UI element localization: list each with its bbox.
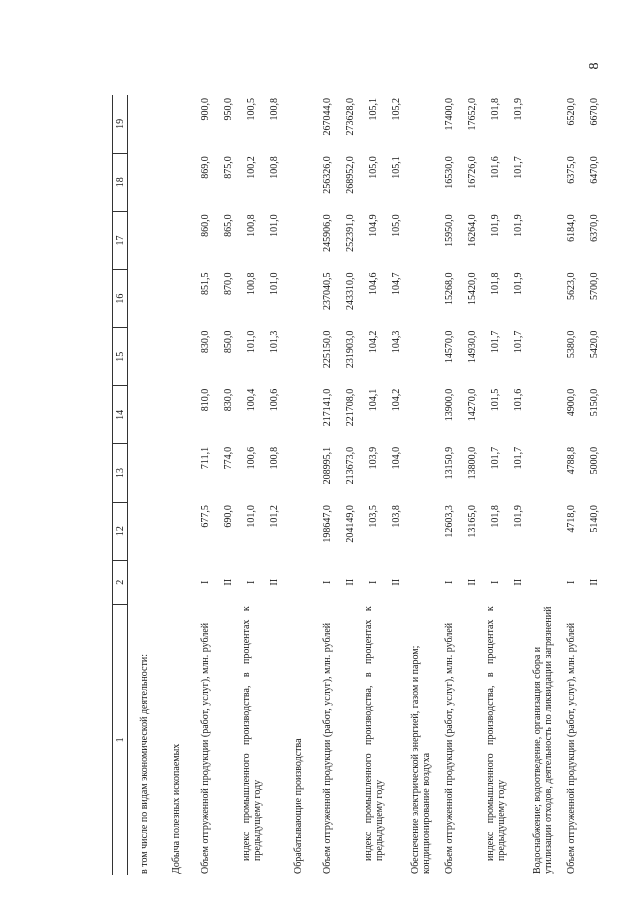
table-cell: 830,0	[200, 330, 211, 354]
table-cell: 100,2	[246, 156, 257, 179]
column-header: 15	[113, 328, 128, 386]
table-row	[192, 95, 220, 875]
table-cell: 16726,0	[467, 156, 478, 189]
table-row	[238, 95, 266, 875]
table-cell: 6375,0	[566, 156, 577, 184]
table-body	[128, 95, 604, 875]
table-cell	[128, 502, 162, 560]
table-cell: 5000,0	[589, 446, 600, 475]
row-label: Объем отгруженной продукции (работ, услуг), млн. рублей	[322, 622, 333, 874]
period-variant: II	[345, 578, 356, 586]
table-cell: 104,2	[391, 388, 402, 412]
table-header-row	[113, 95, 128, 875]
table-cell	[406, 328, 436, 386]
table-cell	[406, 95, 436, 153]
table-cell: 711,1	[200, 446, 211, 470]
table-cell	[406, 153, 436, 211]
table-cell	[128, 95, 162, 153]
table-cell	[162, 444, 192, 502]
table-cell: 105,0	[391, 214, 402, 237]
table-cell: 104,1	[368, 388, 379, 412]
table-cell: 221708,0	[345, 388, 356, 427]
table-cell: 15950,0	[444, 214, 455, 247]
table-cell: 217141,0	[322, 388, 333, 427]
table-cell: 14570,0	[444, 330, 455, 364]
table-cell: 100,6	[246, 446, 257, 470]
table-cell	[162, 153, 192, 211]
table-cell: 100,8	[269, 156, 280, 179]
table-cell: 101,8	[490, 505, 501, 528]
period-variant	[406, 560, 436, 604]
table-cell: 850,0	[223, 330, 234, 354]
table-cell: 101,0	[269, 214, 280, 237]
table-row	[342, 95, 360, 875]
row-label: Объем отгруженной продукции (работ, услуг), млн. рублей	[566, 622, 577, 874]
table-cell: 5150,0	[589, 388, 600, 417]
table-cell	[162, 386, 192, 444]
row-label: Обеспечение электрической энергией, газом и паром; кондиционирование воздуха	[409, 645, 432, 874]
table-row	[482, 95, 510, 875]
table-row	[266, 95, 284, 875]
table-cell: 101,7	[513, 446, 524, 470]
table-cell: 16264,0	[467, 214, 478, 247]
period-variant: I	[322, 580, 333, 584]
table-cell: 5420,0	[589, 330, 600, 359]
forecast-table	[112, 95, 604, 875]
table-cell	[284, 386, 314, 444]
table-cell: 101,0	[269, 272, 280, 295]
table-cell	[528, 211, 558, 269]
table-cell	[406, 502, 436, 560]
table-cell: 104,7	[391, 272, 402, 295]
table-row	[558, 95, 586, 875]
table-cell: 101,7	[513, 156, 524, 179]
table-cell	[128, 270, 162, 328]
column-header: 16	[113, 270, 128, 328]
table-cell: 900,0	[200, 98, 211, 121]
table-cell: 15268,0	[444, 272, 455, 305]
row-label: индекс промышленного производства, в процентах к предыдущему году	[362, 606, 385, 861]
table-cell	[128, 386, 162, 444]
period-variant	[284, 560, 314, 604]
table-cell: 101,9	[513, 272, 524, 295]
period-variant: I	[566, 580, 577, 584]
column-header: 1	[113, 604, 128, 875]
table-cell	[128, 153, 162, 211]
table-cell: 677,5	[200, 505, 211, 528]
column-header: 12	[113, 502, 128, 560]
row-label	[388, 604, 406, 875]
table-cell: 774,0	[223, 446, 234, 470]
table-row	[528, 95, 558, 875]
period-variant: II	[589, 578, 600, 586]
table-cell: 869,0	[200, 156, 211, 179]
table-cell	[284, 95, 314, 153]
table-row	[360, 95, 388, 875]
period-variant: II	[269, 578, 280, 586]
table-cell	[406, 211, 436, 269]
row-label: Добыча полезных ископаемых	[171, 743, 182, 874]
row-label: индекс промышленного производства, в процентах к предыдущему году	[484, 606, 507, 861]
row-label: индекс промышленного производства, в процентах к предыдущему году	[240, 606, 263, 861]
row-label	[220, 604, 238, 875]
table-cell: 6520,0	[566, 98, 577, 126]
table-cell: 101,8	[490, 98, 501, 121]
table-cell: 950,0	[223, 98, 234, 121]
row-label: Обрабатывающие производства	[293, 738, 304, 874]
table-cell: 208995,1	[322, 446, 333, 485]
table-cell: 105,2	[391, 98, 402, 121]
table-cell: 5700,0	[589, 272, 600, 300]
table-row	[388, 95, 406, 875]
table-row	[510, 95, 528, 875]
table-row	[464, 95, 482, 875]
table-cell: 105,1	[391, 156, 402, 179]
table-cell: 101,8	[490, 272, 501, 295]
period-variant	[162, 560, 192, 604]
table-cell: 104,0	[391, 446, 402, 470]
table-row	[220, 95, 238, 875]
table-cell: 14930,0	[467, 330, 478, 364]
period-variant: I	[368, 580, 379, 584]
table-cell	[528, 328, 558, 386]
table-cell: 101,9	[513, 214, 524, 237]
table-cell: 5140,0	[589, 505, 600, 533]
table-cell: 101,0	[246, 330, 257, 354]
table-cell: 100,8	[246, 272, 257, 295]
table-cell	[406, 270, 436, 328]
table-cell: 101,0	[246, 505, 257, 528]
table-cell: 243310,0	[345, 272, 356, 310]
table-cell: 101,6	[513, 388, 524, 412]
table-row	[284, 95, 314, 875]
table-cell: 6470,0	[589, 156, 600, 184]
table-cell: 6184,0	[566, 214, 577, 242]
table-cell: 6670,0	[589, 98, 600, 126]
period-variant: I	[490, 580, 501, 584]
row-label: в том числе по видам экономической деятельности:	[139, 654, 151, 874]
table-cell: 5623,0	[566, 272, 577, 300]
table-cell: 101,7	[490, 446, 501, 470]
table-cell: 198647,0	[322, 505, 333, 543]
table-cell	[128, 328, 162, 386]
table-row	[406, 95, 436, 875]
table-cell	[284, 328, 314, 386]
table-cell: 875,0	[223, 156, 234, 179]
table-cell	[528, 153, 558, 211]
table-cell: 103,9	[368, 446, 379, 470]
table-cell: 104,9	[368, 214, 379, 237]
table-cell: 101,7	[490, 330, 501, 354]
table-cell: 101,3	[269, 330, 280, 354]
table-cell: 14270,0	[467, 388, 478, 422]
table-cell: 204149,0	[345, 505, 356, 543]
table-cell: 4718,0	[566, 505, 577, 533]
table-cell: 100,4	[246, 388, 257, 412]
period-variant: I	[444, 580, 455, 584]
column-header: 2	[113, 560, 128, 604]
table-cell: 17400,0	[444, 98, 455, 131]
table-cell: 268952,0	[345, 156, 356, 194]
table-cell	[406, 444, 436, 502]
table-cell: 810,0	[200, 388, 211, 412]
table-row	[436, 95, 464, 875]
table-cell: 101,6	[490, 156, 501, 179]
table-cell: 213673,0	[345, 446, 356, 485]
table-row	[314, 95, 342, 875]
table-cell: 101,9	[513, 98, 524, 121]
table-cell: 13800,0	[467, 446, 478, 480]
table-cell	[406, 386, 436, 444]
table-cell	[528, 386, 558, 444]
table-cell: 103,5	[368, 505, 379, 528]
table-cell: 231903,0	[345, 330, 356, 369]
period-variant: II	[467, 578, 478, 586]
table-cell: 17652,0	[467, 98, 478, 131]
table-cell: 104,6	[368, 272, 379, 295]
table-cell: 870,0	[223, 272, 234, 295]
table-row	[162, 95, 192, 875]
row-label	[342, 604, 360, 875]
table-cell	[528, 270, 558, 328]
table-cell	[528, 444, 558, 502]
table-cell	[284, 270, 314, 328]
table-cell: 252391,0	[345, 214, 356, 252]
column-header: 19	[113, 95, 128, 153]
table-cell: 105,0	[368, 156, 379, 179]
row-label	[510, 604, 528, 875]
table-cell	[284, 502, 314, 560]
row-label: Объем отгруженной продукции (работ, услуг), млн. рублей	[200, 622, 211, 874]
table-cell: 830,0	[223, 388, 234, 412]
table-cell	[528, 502, 558, 560]
period-variant: I	[200, 580, 211, 584]
period-variant: II	[391, 578, 402, 586]
table-cell	[284, 211, 314, 269]
table-cell: 16530,0	[444, 156, 455, 189]
table-cell: 13900,0	[444, 388, 455, 422]
table-cell	[162, 95, 192, 153]
row-label	[464, 604, 482, 875]
column-header: 17	[113, 211, 128, 269]
table-cell: 237040,5	[322, 272, 333, 310]
table-cell: 100,6	[269, 388, 280, 412]
period-variant: I	[246, 580, 257, 584]
table-cell	[284, 444, 314, 502]
table-cell: 100,8	[269, 98, 280, 121]
table-cell: 101,5	[490, 388, 501, 412]
table-cell	[528, 95, 558, 153]
table-cell: 690,0	[223, 505, 234, 528]
table-cell	[128, 444, 162, 502]
table-cell: 851,5	[200, 272, 211, 295]
table-cell: 6370,0	[589, 214, 600, 242]
table-cell: 104,3	[391, 330, 402, 354]
table-cell: 4788,8	[566, 446, 577, 475]
table-cell: 104,2	[368, 330, 379, 354]
table-cell: 225150,0	[322, 330, 333, 369]
table-cell: 15420,0	[467, 272, 478, 305]
table-row	[128, 95, 162, 875]
row-label: Водоснабжение; водоотведение, организация сбора и утилизации отходов, деятельность по ликвидации загрязнений	[531, 606, 554, 874]
table-cell: 101,7	[513, 330, 524, 354]
row-label: Объем отгруженной продукции (работ, услуг), млн. рублей	[444, 622, 455, 874]
table-cell: 12603,3	[444, 505, 455, 538]
rotated-table-wrapper	[112, 95, 600, 875]
table-cell: 860,0	[200, 214, 211, 237]
page-number: 8	[587, 62, 602, 70]
table-cell	[162, 211, 192, 269]
table-cell: 245906,0	[322, 214, 333, 252]
table-cell: 105,1	[368, 98, 379, 121]
table-cell: 865,0	[223, 214, 234, 237]
table-cell: 101,2	[269, 505, 280, 528]
column-header: 13	[113, 444, 128, 502]
period-variant: II	[223, 578, 234, 586]
table-cell	[128, 211, 162, 269]
table-cell: 5380,0	[566, 330, 577, 359]
table-cell: 103,8	[391, 505, 402, 528]
column-header: 14	[113, 386, 128, 444]
table-cell: 100,5	[246, 98, 257, 121]
period-variant: II	[513, 578, 524, 586]
period-variant	[128, 560, 162, 604]
table-cell: 100,8	[246, 214, 257, 237]
table-cell: 273628,0	[345, 98, 356, 136]
table-cell	[284, 153, 314, 211]
table-cell: 4900,0	[566, 388, 577, 417]
table-cell: 256326,0	[322, 156, 333, 194]
table-cell: 13165,0	[467, 505, 478, 538]
table-cell: 13150,9	[444, 446, 455, 480]
period-variant	[528, 560, 558, 604]
table-cell: 101,9	[513, 505, 524, 528]
table-cell	[162, 502, 192, 560]
table-cell: 100,8	[269, 446, 280, 470]
table-cell	[162, 328, 192, 386]
row-label	[266, 604, 284, 875]
table-cell: 101,9	[490, 214, 501, 237]
row-label	[586, 604, 604, 875]
table-cell	[162, 270, 192, 328]
column-header: 18	[113, 153, 128, 211]
table-cell: 267044,0	[322, 98, 333, 136]
table-row	[586, 95, 604, 875]
